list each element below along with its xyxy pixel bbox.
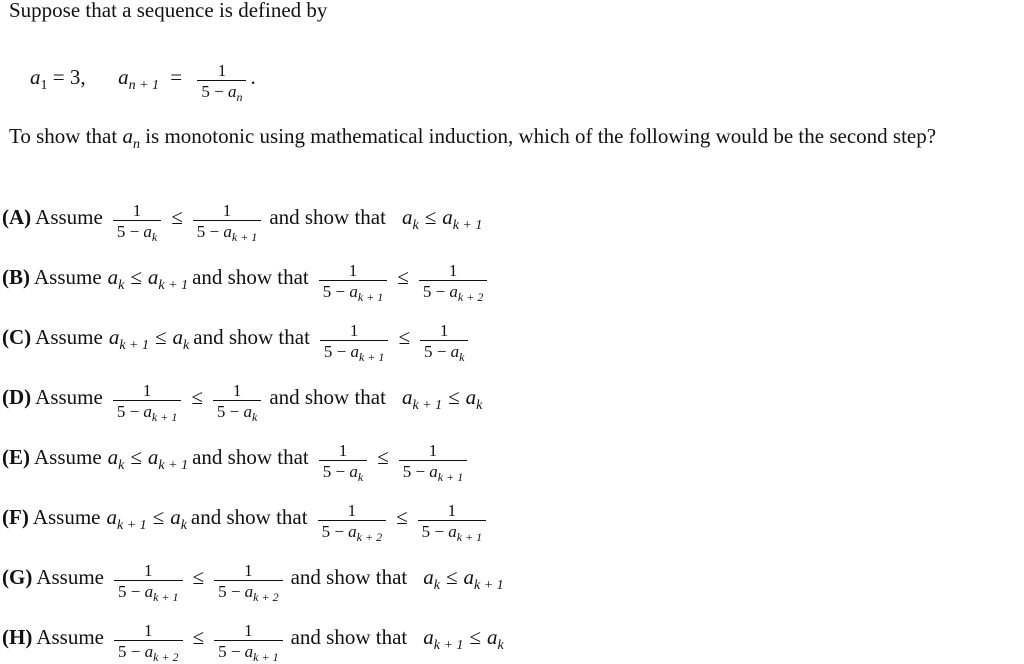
show-left-numerator: 1 xyxy=(347,501,357,520)
show-word: and show that xyxy=(192,264,309,289)
show-left-den-prefix: 5 − xyxy=(322,462,350,481)
assume-left-term xyxy=(107,264,125,293)
show-right-den-sub: k + 1 xyxy=(456,530,483,544)
assume-word: Assume xyxy=(35,384,103,409)
assume-right-denominator xyxy=(214,640,283,664)
option-label: (B) xyxy=(2,264,30,289)
option-label: (G) xyxy=(2,564,33,589)
a1-sub: 1 xyxy=(40,77,48,93)
show-right-term xyxy=(463,564,504,593)
assume-right-numerator: 1 xyxy=(222,201,232,220)
assume-left-denominator xyxy=(114,580,183,604)
show-word: and show that xyxy=(290,564,408,589)
assume-left-den-var: a xyxy=(144,582,154,601)
option-row[interactable] xyxy=(2,620,504,664)
show-left-den-sub: k xyxy=(357,470,364,484)
show-left-fraction xyxy=(320,321,389,364)
assume-right-den-prefix: 5 − xyxy=(196,222,224,241)
leq-symbol: ≤ xyxy=(171,204,183,229)
assume-left-numerator: 1 xyxy=(142,381,152,400)
leq-symbol: ≤ xyxy=(398,324,410,349)
assume-left-den-var: a xyxy=(144,642,154,661)
show-left-var: a xyxy=(423,624,434,649)
show-left-den-var: a xyxy=(349,462,358,481)
assume-right-den-var: a xyxy=(244,582,254,601)
show-right-numerator: 1 xyxy=(447,501,457,520)
show-right-sub: k + 1 xyxy=(474,577,504,593)
show-right-den-var: a xyxy=(449,282,458,301)
option-label: (D) xyxy=(2,384,32,409)
show-word: and show that xyxy=(193,324,310,349)
show-left-numerator: 1 xyxy=(349,321,359,340)
show-left-fraction xyxy=(319,441,367,484)
show-right-den-var: a xyxy=(448,522,457,541)
assume-left-den-var: a xyxy=(143,402,152,421)
assume-right-var: a xyxy=(170,504,181,529)
show-right-den-prefix: 5 − xyxy=(421,522,449,541)
assume-right-sub: k xyxy=(183,337,190,353)
leq-symbol: ≤ xyxy=(192,564,205,589)
sequence-definition xyxy=(30,60,256,104)
show-left-term xyxy=(423,624,464,653)
show-right-term xyxy=(465,384,483,413)
assume-left-den-sub: k + 1 xyxy=(153,590,179,604)
assume-left-var: a xyxy=(108,324,120,349)
recurrence-numerator: 1 xyxy=(217,61,227,80)
assume-right-denominator xyxy=(193,220,262,244)
show-word: and show that xyxy=(190,504,308,529)
assume-right-var: a xyxy=(147,444,159,469)
assume-right-sub: k + 1 xyxy=(158,277,189,293)
option-row[interactable] xyxy=(2,380,483,424)
show-left-sub: k xyxy=(412,217,419,233)
assume-left-term xyxy=(106,504,147,533)
assume-word: Assume xyxy=(36,624,104,649)
option-label: (E) xyxy=(2,444,30,469)
show-right-den-prefix: 5 − xyxy=(422,282,450,301)
show-left-term xyxy=(423,564,440,593)
intro-sentence: Suppose that a sequence is defined by xyxy=(9,0,328,22)
question-after: is monotonic using mathematical induction, which of the following would be the second step? xyxy=(139,124,937,148)
show-left-sub: k xyxy=(433,577,440,593)
leq-symbol: ≤ xyxy=(130,264,142,289)
show-left-denominator xyxy=(320,340,389,364)
show-right-fraction xyxy=(399,441,468,484)
show-right-den-sub: k + 2 xyxy=(457,290,484,304)
show-left-denominator xyxy=(319,280,388,304)
show-right-term xyxy=(442,204,483,233)
leq-symbol: ≤ xyxy=(424,204,437,229)
show-left-var: a xyxy=(401,204,413,229)
assume-right-fraction xyxy=(193,201,262,244)
show-right-var: a xyxy=(463,564,474,589)
recurrence-var: a xyxy=(118,64,129,89)
assume-right-term xyxy=(147,444,189,473)
assume-left-den-sub: k + 1 xyxy=(151,410,178,424)
recurrence-den-var: a xyxy=(227,82,237,101)
assume-left-fraction xyxy=(114,621,183,664)
assume-right-fraction xyxy=(214,561,283,604)
show-left-den-var: a xyxy=(350,342,359,361)
assume-left-numerator: 1 xyxy=(144,621,153,640)
show-left-den-var: a xyxy=(349,282,358,301)
show-right-fraction xyxy=(420,321,468,364)
leq-symbol: ≤ xyxy=(192,624,205,649)
assume-word: Assume xyxy=(35,204,103,229)
assume-left-sub: k xyxy=(118,277,125,293)
a1-var: a xyxy=(30,64,41,89)
assume-right-sub: k xyxy=(180,517,187,533)
recurrence-den-prefix: 5 − xyxy=(201,82,228,101)
show-right-var: a xyxy=(486,624,498,649)
assume-left-fraction xyxy=(113,381,182,424)
assume-right-term xyxy=(147,264,189,293)
leq-symbol: ≤ xyxy=(377,444,389,469)
leq-symbol: ≤ xyxy=(155,324,167,349)
assume-right-den-var: a xyxy=(244,642,254,661)
leq-symbol: ≤ xyxy=(469,624,481,649)
leq-symbol: ≤ xyxy=(130,444,142,469)
a1-value: = 3, xyxy=(52,64,86,89)
assume-right-sub: k + 1 xyxy=(158,457,189,473)
assume-right-numerator: 1 xyxy=(232,381,242,400)
recurrence-eq: = xyxy=(170,64,183,89)
assume-left-fraction xyxy=(113,201,161,244)
assume-left-sub: k + 1 xyxy=(117,517,147,533)
assume-right-den-sub: k + 1 xyxy=(231,230,258,244)
assume-left-sub: k xyxy=(118,457,125,473)
assume-left-numerator: 1 xyxy=(144,561,153,580)
show-left-numerator: 1 xyxy=(338,441,348,460)
assume-left-den-prefix: 5 − xyxy=(118,582,145,601)
assume-word: Assume xyxy=(36,564,104,589)
option-row[interactable] xyxy=(2,320,472,364)
assume-right-numerator: 1 xyxy=(244,621,253,640)
show-left-den-sub: k + 1 xyxy=(357,290,384,304)
show-right-fraction xyxy=(418,501,487,544)
assume-left-den-prefix: 5 − xyxy=(118,642,145,661)
show-right-den-var: a xyxy=(450,342,460,361)
assume-left-den-prefix: 5 − xyxy=(116,222,144,241)
recurrence-fraction xyxy=(197,61,246,104)
show-left-term xyxy=(401,204,419,233)
show-right-denominator xyxy=(399,460,468,484)
option-row[interactable] xyxy=(2,200,483,244)
show-left-term xyxy=(401,384,443,413)
assume-word: Assume xyxy=(34,264,102,289)
assume-right-term xyxy=(170,504,187,533)
option-label: (A) xyxy=(2,204,32,229)
show-word: and show that xyxy=(290,624,408,649)
assume-left-den-sub: k xyxy=(151,230,158,244)
leq-symbol: ≤ xyxy=(152,504,165,529)
intro-text xyxy=(9,0,327,21)
assume-word: Assume xyxy=(35,324,103,349)
assume-right-term xyxy=(172,324,190,353)
assume-right-var: a xyxy=(147,264,159,289)
leq-symbol: ≤ xyxy=(191,384,203,409)
option-row[interactable] xyxy=(2,260,491,304)
show-right-numerator: 1 xyxy=(448,261,458,280)
option-label: (F) xyxy=(2,504,29,529)
show-left-sub: k + 1 xyxy=(412,397,443,413)
assume-right-den-sub: k + 2 xyxy=(253,590,279,604)
show-left-denominator xyxy=(318,520,387,544)
assume-left-term xyxy=(107,444,125,473)
show-left-denominator xyxy=(319,460,367,484)
assume-right-denominator xyxy=(213,400,261,424)
assume-left-numerator: 1 xyxy=(132,201,142,220)
show-right-denominator xyxy=(419,280,488,304)
show-word: and show that xyxy=(269,204,386,229)
show-right-var: a xyxy=(465,384,477,409)
show-left-den-sub: k + 1 xyxy=(359,350,385,364)
assume-right-fraction xyxy=(214,621,283,664)
show-left-den-prefix: 5 − xyxy=(323,342,351,361)
question-before: To show that xyxy=(9,124,123,148)
assume-left-var: a xyxy=(107,444,119,469)
leq-symbol: ≤ xyxy=(397,264,409,289)
assume-right-var: a xyxy=(172,324,184,349)
assume-right-numerator: 1 xyxy=(244,561,253,580)
show-right-sub: k xyxy=(476,397,483,413)
assume-right-denominator xyxy=(214,580,283,604)
question-var-sub: n xyxy=(132,137,140,152)
assume-left-den-sub: k + 2 xyxy=(153,650,179,664)
option-row[interactable] xyxy=(2,440,471,484)
show-word: and show that xyxy=(192,444,309,469)
show-right-denominator xyxy=(418,520,487,544)
show-right-den-sub: k + 1 xyxy=(437,470,464,484)
show-right-den-var: a xyxy=(429,462,438,481)
show-right-var: a xyxy=(442,204,453,229)
assume-right-den-sub: k xyxy=(251,410,258,424)
assume-right-den-prefix: 5 − xyxy=(216,402,244,421)
leq-symbol: ≤ xyxy=(396,504,408,529)
show-left-den-prefix: 5 − xyxy=(322,282,350,301)
recurrence-den-sub: n xyxy=(236,90,243,104)
question-text xyxy=(9,124,937,152)
option-label: (C) xyxy=(2,324,32,349)
recurrence-sub: n + 1 xyxy=(128,77,160,93)
assume-left-term xyxy=(108,324,149,353)
show-right-fraction xyxy=(419,261,488,304)
assume-left-fraction xyxy=(114,561,183,604)
leq-symbol: ≤ xyxy=(445,564,458,589)
show-left-fraction xyxy=(318,501,387,544)
show-right-denominator xyxy=(420,340,468,364)
recurrence-denominator xyxy=(197,80,246,104)
show-right-den-prefix: 5 − xyxy=(402,462,430,481)
assume-left-den-prefix: 5 − xyxy=(116,402,144,421)
question-var: a xyxy=(122,124,133,148)
show-left-numerator: 1 xyxy=(348,261,358,280)
option-row[interactable] xyxy=(2,560,504,604)
show-word: and show that xyxy=(269,384,386,409)
show-right-sub: k + 1 xyxy=(452,217,483,233)
assume-right-den-sub: k + 1 xyxy=(253,650,279,664)
show-left-var: a xyxy=(401,384,413,409)
assume-right-fraction xyxy=(213,381,261,424)
assume-left-denominator xyxy=(113,400,182,424)
assume-left-var: a xyxy=(106,504,117,529)
show-right-den-prefix: 5 − xyxy=(423,342,451,361)
show-left-fraction xyxy=(319,261,388,304)
leq-symbol: ≤ xyxy=(448,384,460,409)
show-left-den-sub: k + 2 xyxy=(356,530,383,544)
assume-left-var: a xyxy=(107,264,119,289)
assume-left-denominator xyxy=(113,220,161,244)
assume-right-den-var: a xyxy=(223,222,232,241)
option-row[interactable] xyxy=(2,500,490,544)
show-right-numerator: 1 xyxy=(428,441,438,460)
show-left-den-prefix: 5 − xyxy=(321,522,349,541)
show-right-den-sub: k xyxy=(459,350,465,364)
assume-left-sub: k + 1 xyxy=(119,337,149,353)
show-right-term xyxy=(486,624,504,653)
show-left-var: a xyxy=(423,564,434,589)
assume-right-den-var: a xyxy=(243,402,252,421)
assume-word: Assume xyxy=(32,504,101,529)
option-label: (H) xyxy=(2,624,33,649)
show-right-sub: k xyxy=(497,637,504,653)
assume-left-denominator xyxy=(114,640,183,664)
assume-right-den-prefix: 5 − xyxy=(218,642,245,661)
assume-left-den-var: a xyxy=(143,222,152,241)
assume-right-den-prefix: 5 − xyxy=(218,582,245,601)
show-right-numerator: 1 xyxy=(439,321,449,340)
assume-word: Assume xyxy=(34,444,102,469)
recurrence-period: . xyxy=(250,64,256,89)
show-left-den-var: a xyxy=(348,522,357,541)
show-left-sub: k + 1 xyxy=(433,637,464,653)
